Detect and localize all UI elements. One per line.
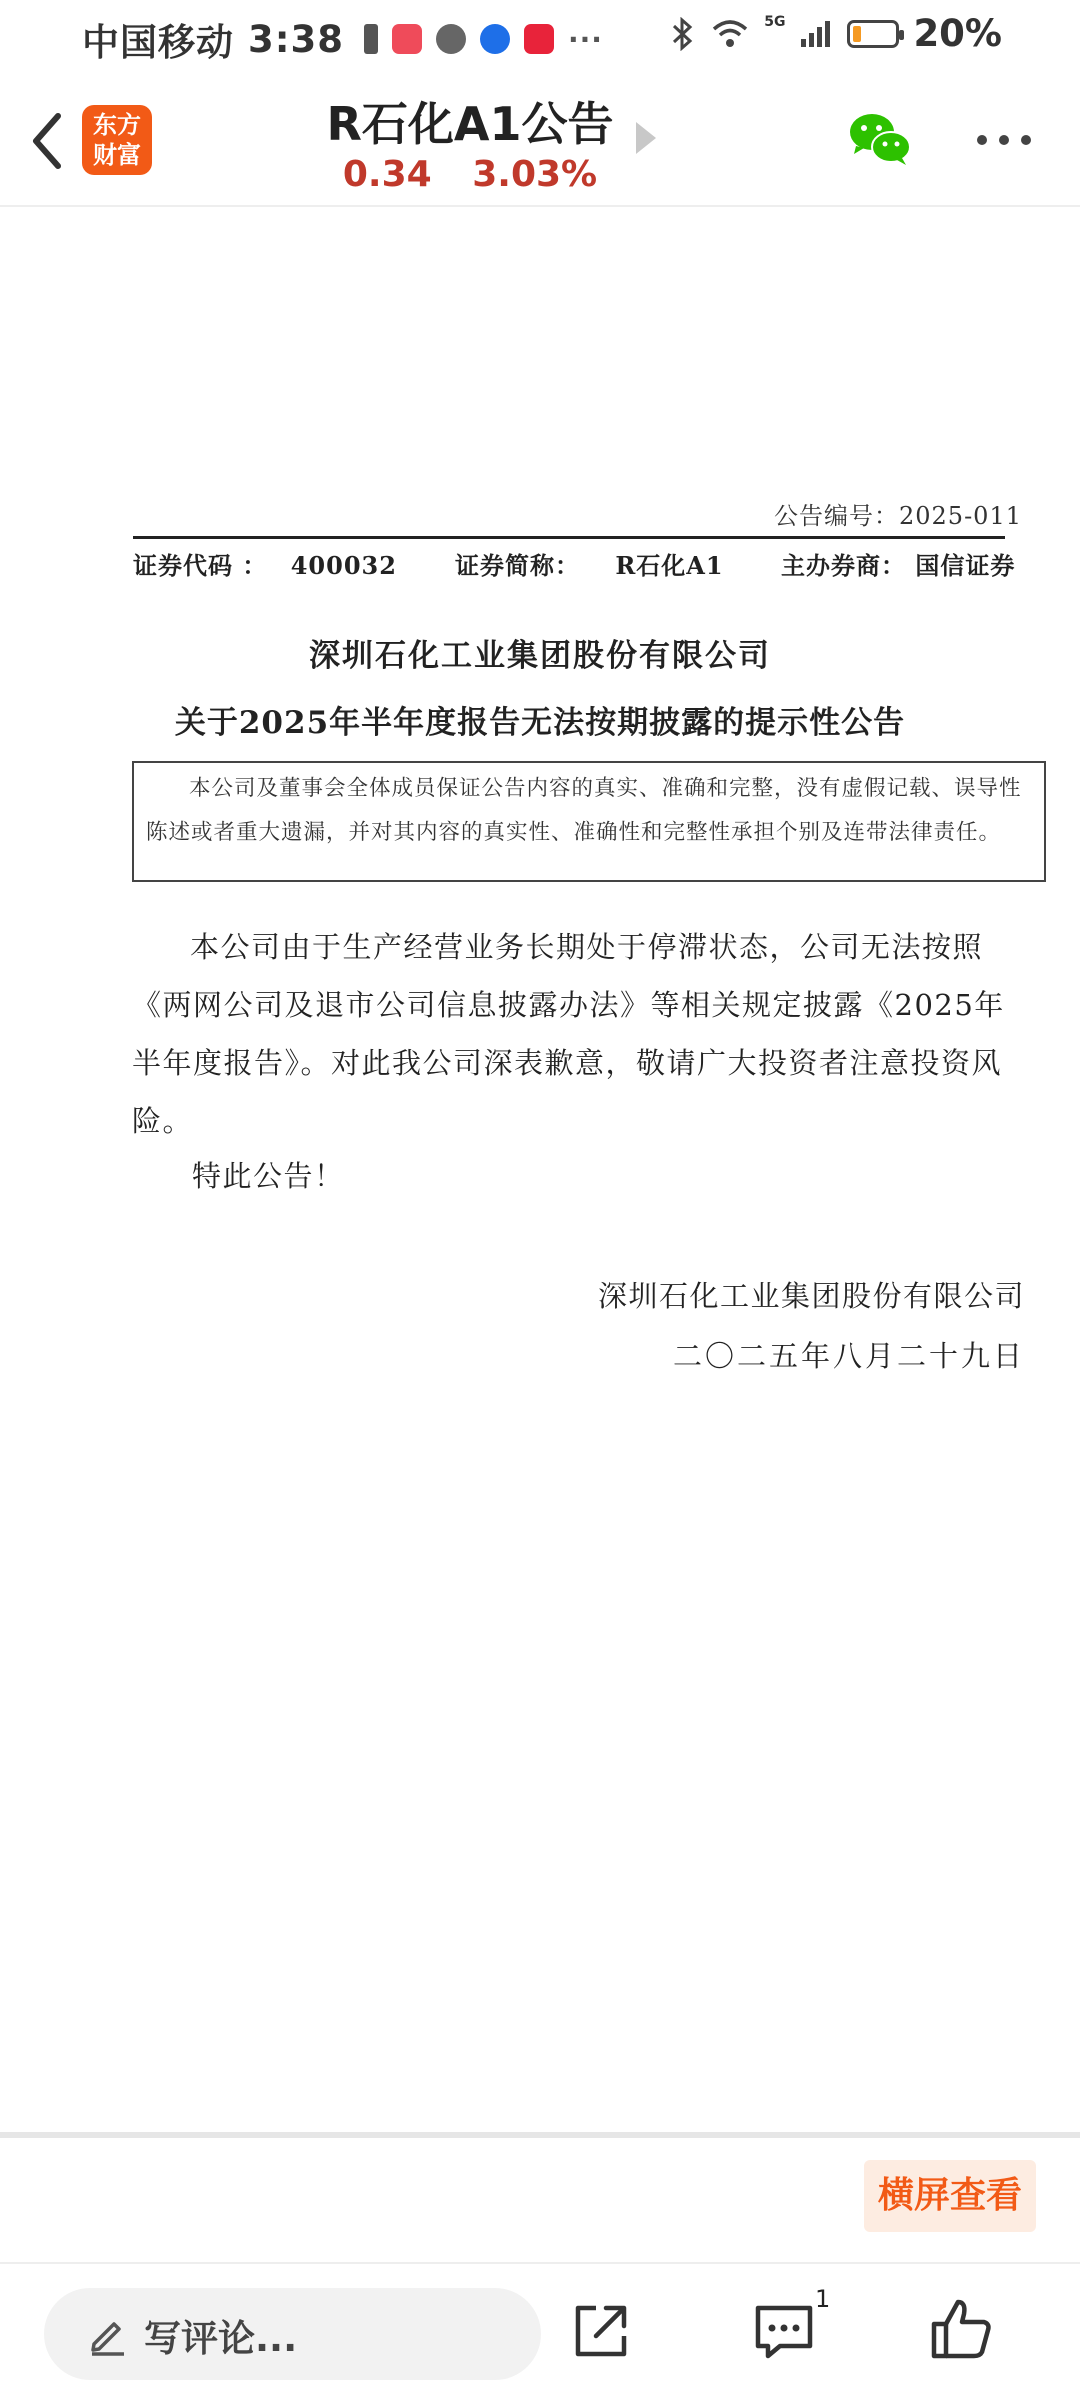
xiaohongshu-icon bbox=[524, 24, 554, 54]
bluetooth-icon bbox=[670, 17, 696, 51]
comment-icon[interactable] bbox=[752, 2300, 816, 2362]
security-code-label: 证券代码 ： bbox=[133, 551, 268, 580]
battery-icon bbox=[847, 20, 899, 48]
signature-company: 深圳石化工业集团股份有限公司 bbox=[597, 1279, 1025, 1313]
status-right bbox=[670, 12, 1002, 55]
pen-icon bbox=[84, 2310, 132, 2358]
notification-icons bbox=[364, 23, 603, 56]
more-icon[interactable] bbox=[974, 128, 1034, 152]
status-bar bbox=[0, 0, 1080, 72]
body-paragraph: 本公司由于生产经营业务长期处于停滞状态，公司无法按照《两网公司及退市公司信息披露办法》等相关规定披露《2025年半年度报告》。对此我公司深表歉意，敬请广大投资者注意投资风险。 bbox=[132, 930, 1005, 1138]
wifi-icon bbox=[710, 17, 750, 51]
security-code: 400032 bbox=[290, 551, 397, 580]
clock: 3:38 bbox=[248, 17, 345, 61]
security-name-label: 证券简称： bbox=[455, 551, 580, 580]
header-rule bbox=[133, 536, 1005, 539]
logo-line1: 东方 bbox=[93, 111, 141, 139]
sim-alert-icon bbox=[364, 24, 378, 54]
status-left bbox=[82, 12, 603, 66]
disclaimer-box bbox=[132, 761, 1046, 882]
more-notifications-icon: ··· bbox=[568, 22, 603, 56]
network-type: 5G bbox=[764, 13, 786, 30]
comment-input[interactable] bbox=[44, 2288, 541, 2380]
broker-name: 国信证券 bbox=[915, 551, 1016, 580]
company-title: 深圳石化工业集团股份有限公司 bbox=[309, 638, 771, 674]
shopping-app-icon bbox=[392, 24, 422, 54]
footer-divider bbox=[0, 2262, 1080, 2264]
stock-change: 3.03% bbox=[472, 154, 598, 195]
like-icon[interactable] bbox=[928, 2296, 994, 2362]
expand-arrow-icon[interactable] bbox=[636, 122, 656, 154]
disclaimer-text: 本公司及董事会全体成员保证公告内容的真实、准确和完整，没有虚假记载、误导性陈述或者重大遗漏，并对其内容的真实性、准确性和完整性承担个别及连带法律责任。 bbox=[146, 776, 1022, 845]
closing-text: 特此公告！ bbox=[192, 1159, 345, 1193]
stock-price: 0.34 bbox=[342, 154, 432, 195]
announcement-number: 公告编号：2025-011 bbox=[774, 502, 1022, 530]
section-divider bbox=[0, 2132, 1080, 2138]
battery-percent: 20% bbox=[913, 12, 1002, 55]
broker-label: 主办券商： bbox=[781, 551, 906, 580]
comment-count: 1 bbox=[815, 2285, 831, 2313]
signature-date: 二〇二五年八月二十九日 bbox=[672, 1339, 1025, 1373]
browser-app-icon bbox=[480, 24, 510, 54]
feather-app-icon bbox=[436, 24, 466, 54]
security-name: R石化A1 bbox=[615, 551, 724, 580]
logo-line2: 财富 bbox=[93, 141, 141, 169]
page-title: R石化A1公告 bbox=[326, 97, 614, 151]
app-header bbox=[0, 72, 1080, 207]
carrier-label: 中国移动 bbox=[82, 21, 234, 64]
wechat-icon[interactable] bbox=[848, 110, 912, 168]
signal-icon bbox=[799, 19, 833, 49]
announcement-title: 关于2025年半年度报告无法按期披露的提示性公告 bbox=[174, 705, 906, 741]
comment-placeholder: 写评论... bbox=[144, 2317, 298, 2360]
stock-quote[interactable] bbox=[0, 154, 940, 195]
landscape-view-button[interactable]: 横屏查看 bbox=[864, 2160, 1036, 2232]
share-icon[interactable] bbox=[570, 2300, 632, 2362]
battery-level bbox=[853, 26, 861, 42]
